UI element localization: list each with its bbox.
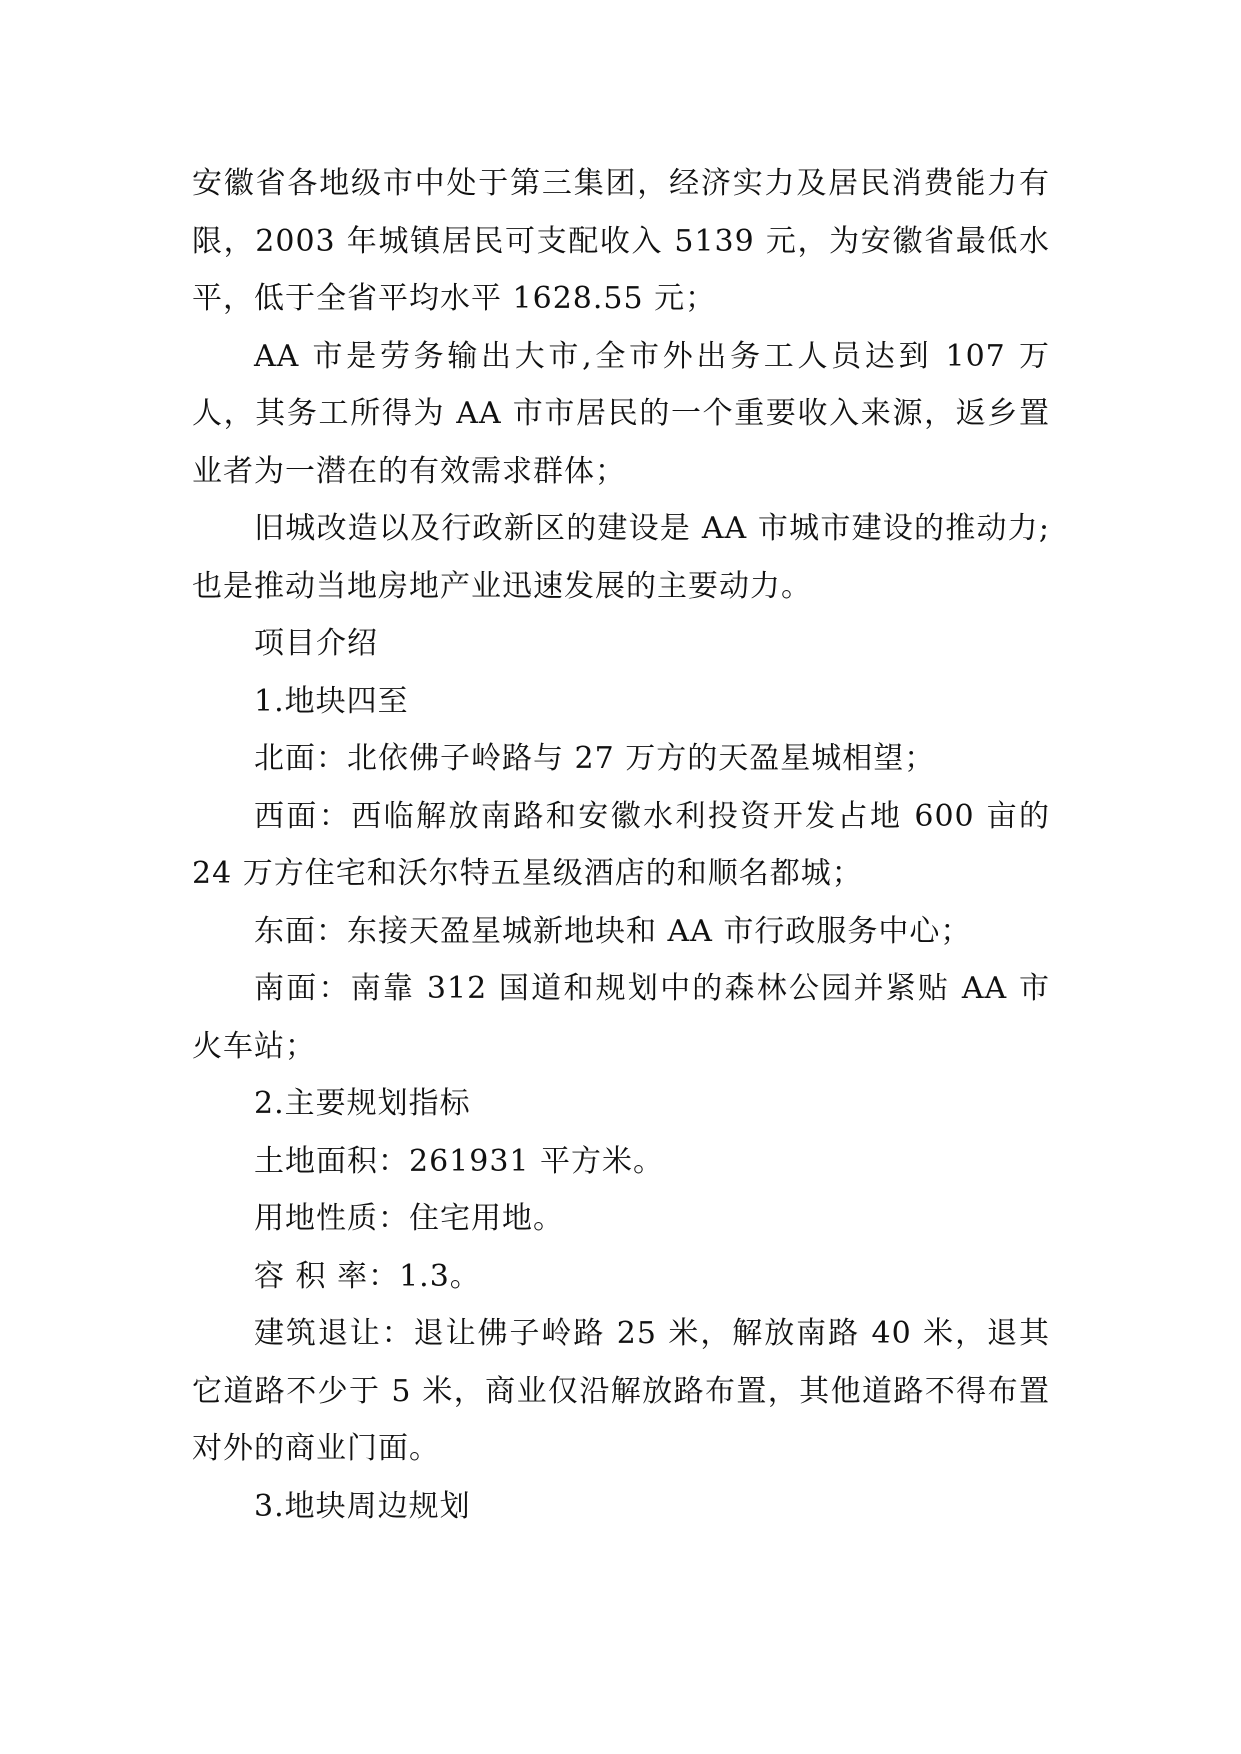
document-body: [192, 155, 1050, 1535]
section-heading-project-intro: 项目介绍: [254, 626, 378, 661]
paragraph-urban-renewal: 旧城改造以及行政新区的建设是 AA 市城市建设的推动力;也是推动当地房地产业迅速发展的主要动力。: [192, 511, 1050, 604]
paragraph-plot-ratio: 容 积 率：1.3。: [254, 1258, 481, 1294]
paragraph-labor-export: AA 市是劳务输出大市,全市外出务工人员达到 107 万人，其务工所得为 AA 市市居民的一个重要收入来源，返乡置业者为一潜在的有效需求群体；: [192, 338, 1050, 489]
paragraph-land-area: 土地面积：261931 平方米。: [254, 1143, 665, 1179]
subheading-plot-boundaries: 1.地块四至: [254, 683, 409, 719]
paragraph-economy: 安徽省各地级市中处于第三集团，经济实力及居民消费能力有限，2003 年城镇居民可支配收入 5139 元，为安徽省最低水平，低于全省平均水平 1628.55 元；: [192, 166, 1050, 316]
paragraph-south-boundary: 南面：南靠 312 国道和规划中的森林公园并紧贴 AA 市火车站；: [192, 971, 1050, 1064]
paragraph-north-boundary: 北面：北依佛子岭路与 27 万方的天盈星城相望；: [254, 741, 936, 776]
subheading-surrounding-planning: 3.地块周边规划: [254, 1488, 471, 1524]
paragraph-building-setback: 建筑退让：退让佛子岭路 25 米，解放南路 40 米，退其它道路不少于 5 米，商业仅沿解放路布置，其他道路不得布置对外的商业门面。: [192, 1316, 1050, 1466]
subheading-planning-indicators: 2.主要规划指标: [254, 1086, 471, 1121]
paragraph-east-boundary: 东面：东接天盈星城新地块和 AA 市行政服务中心；: [254, 913, 972, 949]
paragraph-west-boundary: 西面：西临解放南路和安徽水利投资开发占地 600 亩的 24 万方住宅和沃尔特五星级酒店的和顺名都城；: [192, 798, 1050, 891]
paragraph-land-use: 用地性质：住宅用地。: [254, 1201, 564, 1236]
